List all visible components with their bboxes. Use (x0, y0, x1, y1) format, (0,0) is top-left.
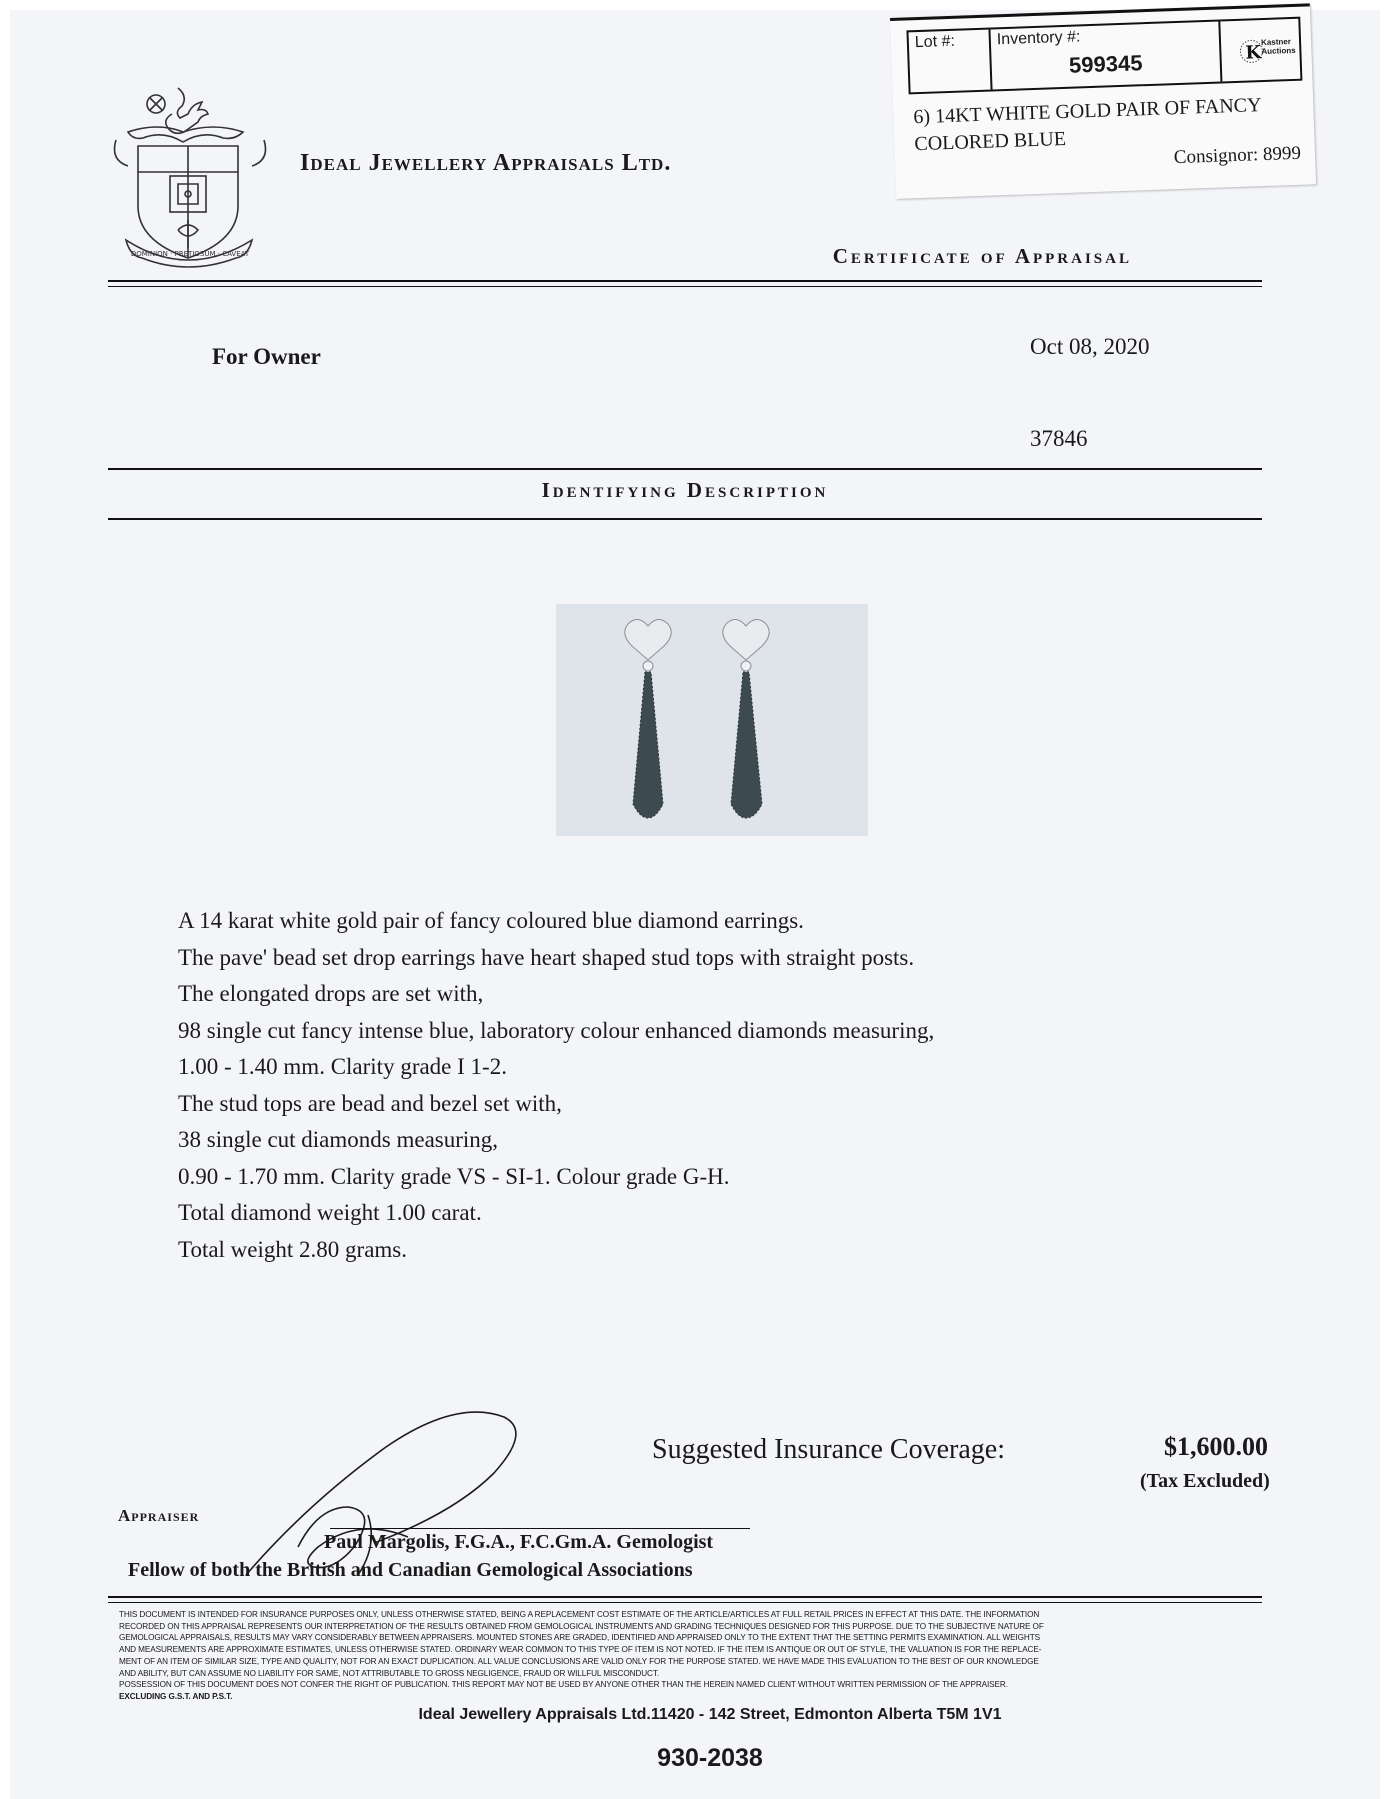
description-line: A 14 karat white gold pair of fancy coloured blue diamond earrings. (178, 908, 804, 933)
certificate-title: Certificate of Appraisal (832, 244, 1132, 268)
signature-line (330, 1528, 750, 1529)
inventory-cell (990, 21, 1222, 89)
earrings-photo (556, 604, 868, 836)
inventory-number: 599345 (1068, 50, 1143, 78)
tag-description-line: 6) 14KT WHITE GOLD PAIR OF FANCY (913, 94, 1262, 129)
divider (108, 1596, 1262, 1598)
divider (108, 518, 1262, 520)
tag-description-line: COLORED BLUE (914, 127, 1067, 156)
description-line: Total weight 2.80 grams. (178, 1236, 407, 1262)
company-name: Ideal Jewellery Appraisals Ltd. (300, 150, 672, 176)
disclaimer-line: RECORDED ON THIS APPRAISAL REPRESENTS OUR INTERPRETATION OF THE RESULTS OBTAINED FROM GEMOLOGICAL INSTRUMENTS AND GRADING TECHNIQUES DESIGNED FOR THIS PURPOSE. DUE TO THE SUBJECTIVE NATURE OF (119, 1621, 1044, 1631)
appraiser-label: Appraiser (118, 1506, 200, 1525)
disclaimer-line: MENT OF AN ITEM OF SIMILAR SIZE, TYPE AND QUALITY, NOT FOR AN EXACT DUPLICATION. ALL VALUE CONCLUSIONS ARE VALID ONLY FOR THE PURPOSE STATED. WE HAVE MADE THIS EVALUATION TO THE BEST OF OUR KNOWLEDGE (119, 1656, 1039, 1666)
disclaimer (119, 1609, 1269, 1703)
divider (108, 1602, 1262, 1603)
footer-address: Ideal Jewellery Appraisals Ltd.11420 - 142 Street, Edmonton Alberta T5M 1V1 (418, 1706, 1002, 1723)
tag-grid (906, 17, 1302, 95)
appraisal-date: Oct 08, 2020 (1030, 334, 1150, 359)
divider (108, 286, 1262, 287)
coverage-value: $1,600.00 (1164, 1432, 1268, 1461)
crest-logo-icon (108, 80, 273, 270)
svg-text:DOMINION · PRETIOSUM · CAVEAT: DOMINION · PRETIOSUM · CAVEAT (130, 250, 250, 258)
disclaimer-line: EXCLUDING G.S.T. AND P.S.T. (119, 1691, 233, 1701)
appraiser-fellowship: Fellow of both the British and Canadian Gemological Associations (128, 1559, 693, 1581)
consignor: Consignor: 8999 (1173, 142, 1302, 169)
description-line: The pave' bead set drop earrings have heart shaped stud tops with straight posts. (178, 944, 915, 970)
logo-text: Kastner Auctions (1260, 37, 1296, 57)
description-line: Total diamond weight 1.00 carat. (178, 1200, 482, 1225)
description-line: 38 single cut diamonds measuring, (178, 1127, 499, 1152)
auction-tag (890, 3, 1316, 199)
auction-logo (1220, 19, 1300, 82)
coverage-label: Suggested Insurance Coverage: (652, 1434, 1005, 1465)
section-title: Identifying Description (541, 478, 829, 502)
footer-phone: 930-2038 (657, 1744, 763, 1772)
description-line: The elongated drops are set with, (178, 981, 484, 1006)
disclaimer-line: THIS DOCUMENT IS INTENDED FOR INSURANCE PURPOSES ONLY, UNLESS OTHERWISE STATED, BEING A REPLACEMENT COST ESTIMATE OF THE ARTICLE/ARTICLES AT FULL RETAIL PRICES IN EFFECT AT THIS DATE. THE INFORMATION (119, 1610, 1040, 1619)
disclaimer-line: POSSESSION OF THIS DOCUMENT DOES NOT CONFER THE RIGHT OF PUBLICATION. THIS REPORT MAY NOT BE USED BY ANYONE OTHER THAN THE HEREIN NAMED CLIENT WITHOUT WRITTEN PERMISSION OF THE APPRAISER. (119, 1680, 1008, 1690)
inventory-label: Inventory #: (996, 28, 1081, 49)
disclaimer-line: GEMOLOGICAL APPRAISALS, RESULTS MAY VARY CONSIDERABLY BETWEEN APPRAISERS. MOUNTED STONES ARE GRADED, IDENTIFIED AND APPRAISED ONLY TO THE EXTENT THAT THE SETTING PERMITS EXAMINATION. ALL WEIGHTS (119, 1633, 1041, 1643)
description-line: 0.90 - 1.70 mm. Clarity grade VS - SI-1. Colour grade G-H. (178, 1163, 730, 1189)
appraiser-name: Paul Margolis, F.G.A., F.C.Gm.A. Gemologist (324, 1531, 714, 1553)
svg-text:K: K (1245, 42, 1262, 64)
tax-note: (Tax Excluded) (1140, 1470, 1270, 1492)
lot-cell (909, 30, 993, 93)
description-line: The stud tops are bead and bezel set with, (178, 1090, 562, 1116)
description-line: 98 single cut fancy intense blue, laboratory colour enhanced diamonds measuring, (178, 1017, 935, 1043)
description-line: 1.00 - 1.40 mm. Clarity grade I 1-2. (178, 1054, 507, 1079)
item-description (178, 903, 934, 1268)
divider (108, 280, 1262, 282)
disclaimer-line: AND ABILITY, BUT CAN ASSUME NO LIABILITY FOR SAME, NOT ATTRIBUTABLE TO GROSS NEGLIGENCE, FRAUD OR WILLFUL MISCONDUCT. (119, 1668, 660, 1678)
disclaimer-line: AND MEASUREMENTS ARE APPROXIMATE ESTIMATES, UNLESS OTHERWISE STATED. ORDINARY WEAR COMMON TO THIS TYPE OF ITEM IS NOT NOTED. IF THE ITEM IS ANTIQUE OR OUT OF STYLE, THE VALUATION IS FOR THE REPLACE- (119, 1645, 1042, 1655)
owner-label: For Owner (212, 344, 321, 369)
lot-label: Lot #: (914, 32, 956, 52)
divider (108, 468, 1262, 470)
appraisal-number: 37846 (1030, 426, 1088, 451)
